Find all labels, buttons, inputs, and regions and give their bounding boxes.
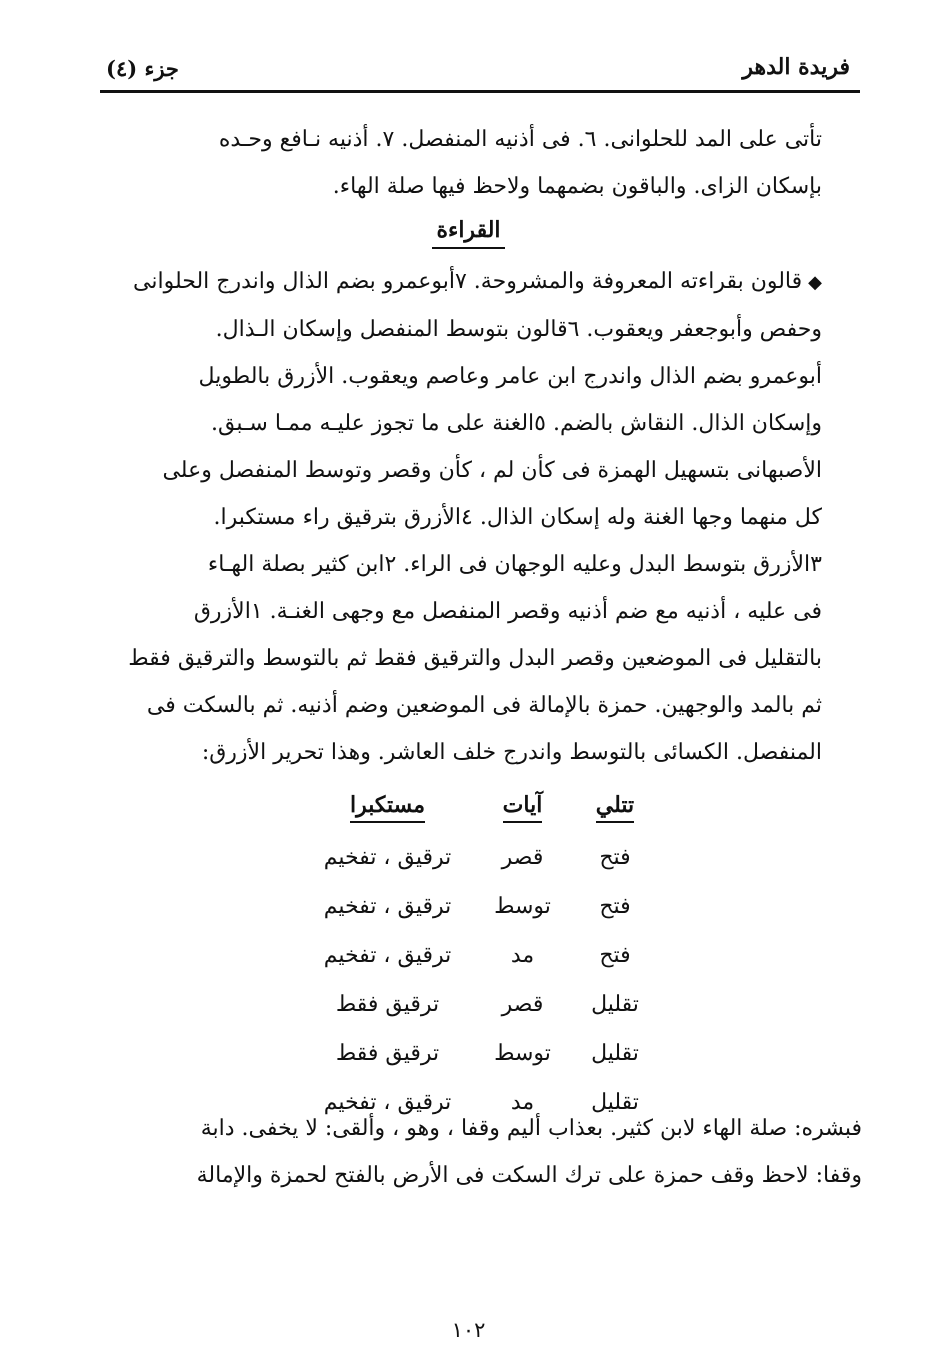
table-row xyxy=(300,931,660,980)
text-line: أبوعمرو بضم الذال واندرج ابن عامر وعاصم ويعقوب. الأزرق بالطويل xyxy=(198,364,822,389)
part-number: جزء (٤) xyxy=(106,56,179,81)
running-header xyxy=(100,50,860,93)
table-header-row xyxy=(300,785,660,833)
readings-table xyxy=(300,785,660,1127)
table-cell: تقليل xyxy=(591,1041,639,1066)
text-line: تأتى على المد للحلوانى. ٦. فى أذنيه المنفصل. ٧. أذنيه نـافع وحـده xyxy=(218,127,822,152)
diamond-bullet-icon: ◆ xyxy=(808,272,822,293)
table-cell: توسط xyxy=(494,1041,551,1066)
table-cell: ترقيق ، تفخيم xyxy=(323,1090,452,1115)
table-row xyxy=(300,1029,660,1078)
text-line: وإسكان الذال. النقاش بالضم. ٥الغنة على ما تجوز عليـه ممـا سـبق. xyxy=(211,411,822,436)
closing-paragraph xyxy=(102,1105,862,1199)
column-header: تتلي xyxy=(570,785,660,833)
page-number: ١٠٢ xyxy=(451,1318,486,1342)
azraq-table xyxy=(300,785,660,1127)
table-cell: مد xyxy=(510,1090,535,1115)
table-row xyxy=(300,882,660,931)
table-cell: ترقيق ، تفخيم xyxy=(323,894,452,919)
table-cell: فتح xyxy=(599,894,631,919)
column-header: آيات xyxy=(475,785,570,833)
text-line: الأصبهانى بتسهيل الهمزة فى كأن لم ، كأن وقصر وتوسط المنفصل وعلى xyxy=(162,458,822,483)
table-cell: ترقيق ، تفخيم xyxy=(323,845,452,870)
column-header: مستكبرا xyxy=(300,785,475,833)
text-line: فبشره: صلة الهاء لابن كثير. بعذاب أليم وقفا ، وهو ، وألقى: لا يخفى. دابة xyxy=(200,1116,862,1141)
intro-paragraph xyxy=(110,116,822,210)
text-line: فى عليه ، أذنيه مع ضم أذنيه وقصر المنفصل مع وجهى الغنـة. ١الأزرق xyxy=(193,599,822,624)
table-cell: تقليل xyxy=(591,1090,639,1115)
table-cell: مد xyxy=(510,943,535,968)
table-cell: ترقيق فقط xyxy=(335,992,440,1017)
text-line: ثم بالمد والوجهين. حمزة بالإمالة فى الموضعين وضم أذنيه. ثم بالسكت فى xyxy=(146,693,822,718)
section-heading-text: القراءة xyxy=(432,217,504,249)
table-row xyxy=(300,980,660,1029)
table-cell: قصر xyxy=(501,992,544,1017)
text-line xyxy=(110,258,822,306)
table-cell: فتح xyxy=(599,943,631,968)
table-cell: ترقيق ، تفخيم xyxy=(323,943,452,968)
text-line: بالتقليل فى الموضعين وقصر البدل والترقيق فقط ثم بالتوسط والترقيق فقط xyxy=(128,646,822,671)
table-row xyxy=(300,833,660,882)
table-cell: توسط xyxy=(494,894,551,919)
text-line: بإسكان الزاى. والباقون بضمهما ولاحظ فيها صلة الهاء. xyxy=(332,174,822,199)
book-title: فريدة الدهر xyxy=(742,54,850,80)
table-cell: قصر xyxy=(501,845,544,870)
main-paragraph xyxy=(110,258,822,776)
text-line: كل منهما وجها الغنة وله إسكان الذال. ٤الأزرق بترقيق راء مستكبرا. xyxy=(213,505,822,530)
text-line: وحفص وأبوجعفر ويعقوب. ٦قالون بتوسط المنفصل وإسكان الـذال. xyxy=(215,317,822,342)
text-line-content: قالون بقراءته المعروفة والمشروحة. ٧أبوعمرو بضم الذال واندرج الحلوانى xyxy=(133,269,803,294)
table-cell: تقليل xyxy=(591,992,639,1017)
text-line: المنفصل. الكسائى بالتوسط واندرج خلف العاشر. وهذا تحرير الأزرق: xyxy=(201,740,822,765)
table-cell: فتح xyxy=(599,845,631,870)
text-line: وقفا: لاحظ وقف حمزة على ترك السكت فى الأرض بالفتح لحمزة والإمالة xyxy=(196,1163,862,1188)
text-line: ٣الأزرق بتوسط البدل وعليه الوجهان فى الراء. ٢ابن كثير بصلة الهـاء xyxy=(207,552,822,577)
section-heading xyxy=(0,217,937,249)
table-cell: ترقيق فقط xyxy=(335,1041,440,1066)
